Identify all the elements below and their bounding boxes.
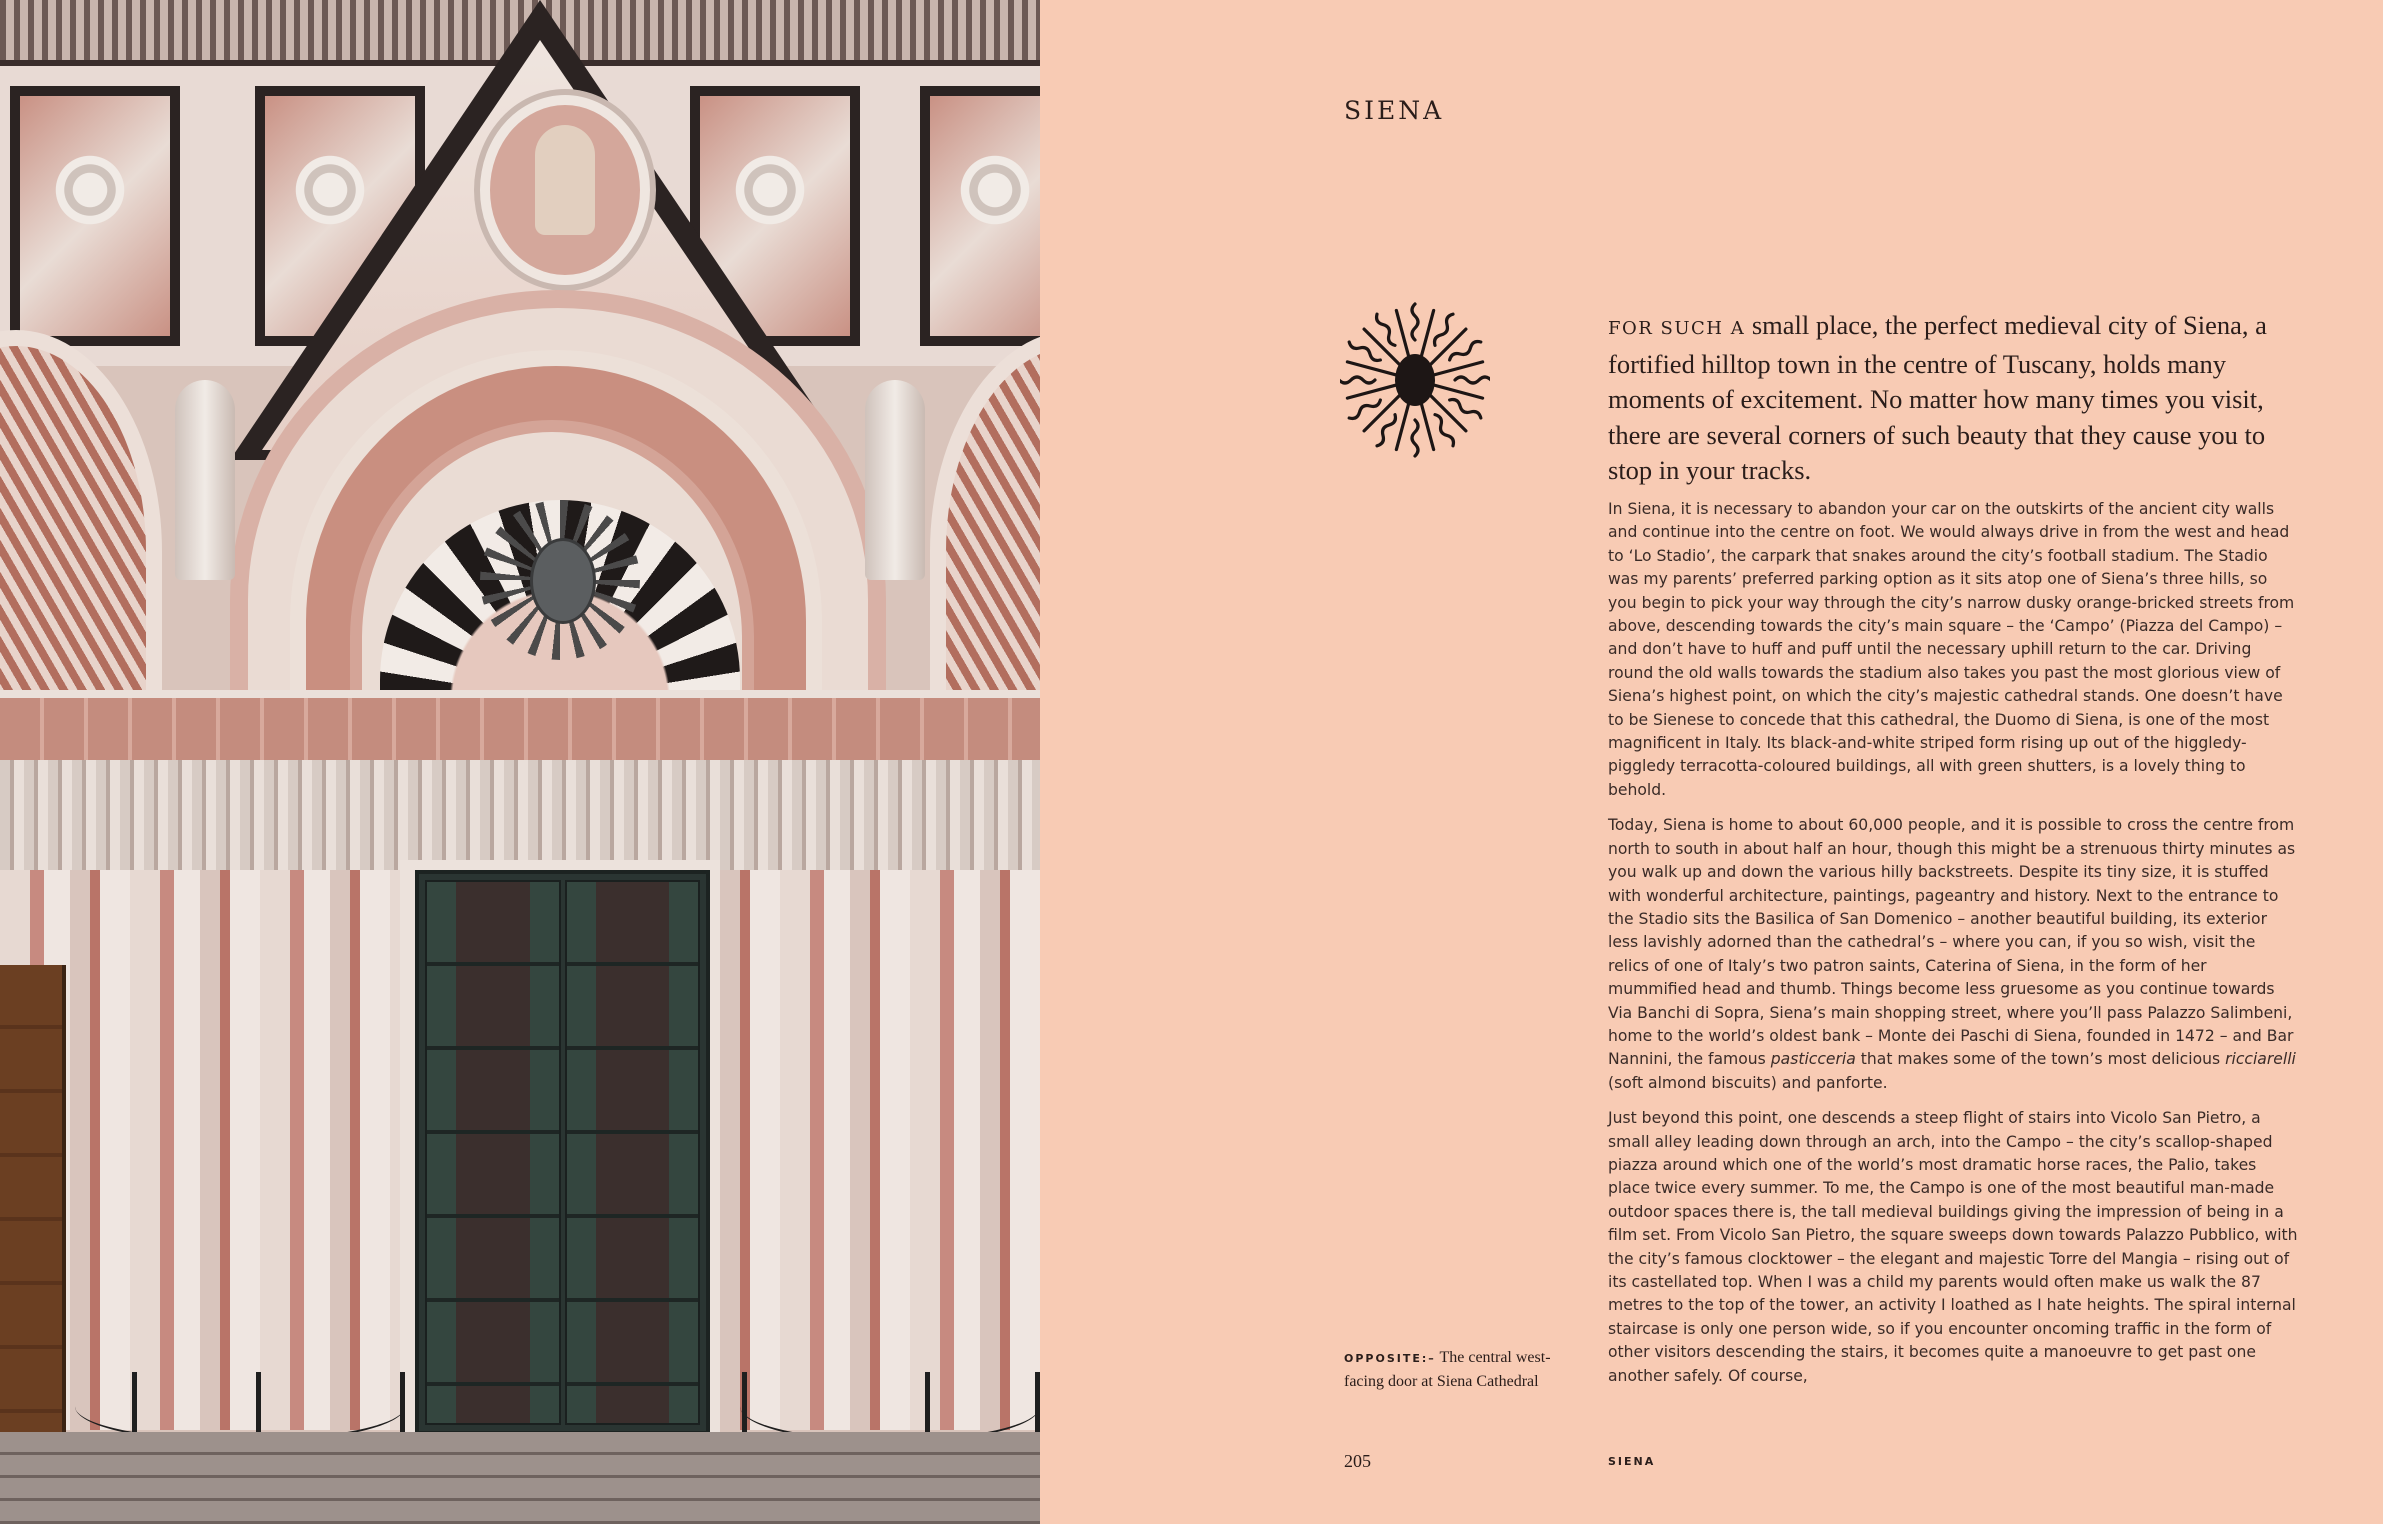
page-number: 205 (1344, 1451, 1371, 1471)
caption-label: OPPOSITE:– (1344, 1352, 1436, 1365)
photo-rosette (955, 150, 1035, 230)
photo-rosette (730, 150, 810, 230)
cathedral-photo (0, 0, 1040, 1524)
body-text-run: that makes some of the town’s most delicious (1855, 1050, 2226, 1069)
footer-section-title: SIENA (1608, 1455, 1656, 1468)
photo-capitals (0, 760, 1040, 870)
photo-rail-post (742, 1372, 747, 1434)
photo-rail-post (925, 1372, 930, 1434)
photo-rail-post (400, 1372, 405, 1434)
body-text-run: Today, Siena is home to about 60,000 people, and it is possible to cross the centre from north to south in about half an hour, though this might be a strenuous thirty minutes as you walk up and down the various hilly backstreets. Despite its tiny size, it is stuffed with wonderful architecture, paintings, pageantry and history. Next to the entrance to the Stadio sits the Basilica of San Domenico – another beautiful building, its exterior less lavishly adorned than the cathedral’s – where you can, if you so wish, visit the relics of one of Italy’s two patron saints, Caterina of Siena, in the form of her mummified head and thumb. Things become less gruesome as you continue towards Via Banchi di Sopra, Siena’s main shopping street, where you’ll pass Palazzo Salimbeni, home to the world’s oldest bank – Monte dei Paschi di Siena, founded in 1472 – and Bar Nannini, the famous (1608, 816, 2296, 1069)
lead-text: small place, the perfect medieval city of Siena, a fortified hilltop town in the centre of Tuscany, holds many moments of excitement. No matter how many times you visit, there are several corners of such beauty that they cause you to stop in your tracks. (1608, 310, 2267, 485)
photo-rail-post (256, 1372, 261, 1434)
body-paragraph: In Siena, it is necessary to abandon your car on the outskirts of the ancient city walls and continue into the centre on foot. We would always drive in from the west and head to ‘Lo Stadio’, the carpark that snakes around the city’s football stadium. The Stadio was my parents’ preferred parking option as it sits atop one of Siena’s three hills, so you begin to pick your way through the city’s narrow dusky orange-bricked streets from above, descending towards the city’s main square – the ‘Campo’ (Piazza del Campo) – and don’t have to huff and puff until the necessary uphill return to the car. Driving round the old walls towards the stadium also takes you past the most glorious view of Siena’s highest point, on which the city’s majestic cathedral stands. One doesn’t have to be Sienese to concede that this cathedral, the Duomo di Siena, is one of the most magnificent in Italy. Its black-and-white striped form rising up out of the higgledy-piggledy terracotta-coloured buildings, all with green shutters, is a lovely thing to behold. (1608, 500, 2295, 799)
photo-steps (0, 1432, 1040, 1524)
photo-statue (175, 380, 235, 580)
body-paragraph: Just beyond this point, one descends a steep flight of stairs into Vicolo San Pietro, a small alley leading down through an arch, into the Campo – the city’s scallop-shaped piazza around which one of the world’s most dramatic horse races, the Palio, takes place twice every summer. To me, the Campo is one of the most beautiful man-made outdoor spaces there is, the tall medieval buildings giving the impression of being in a film set. From Vicolo San Pietro, the square sweeps down towards Palazzo Pubblico, with the city’s famous clocktower – the elegant and majestic Torre del Mangia – rising out of its castellated top. When I was a child my parents would often make us walk the 87 metres to the top of the tower, an activity I loathed as I hate heights. The spiral internal staircase is only one person wide, so if you encounter oncoming traffic in the form of other visitors descending the stairs, it becomes quite a manoeuvre to get past one another safely. Of course, (1608, 1109, 2298, 1385)
lead-paragraph (1608, 308, 2308, 489)
body-italic-term: pasticceria (1770, 1050, 1856, 1069)
body-text-run: (soft almond biscuits) and panforte. (1608, 1073, 1888, 1092)
photo-side-door (0, 965, 66, 1435)
caption-text: The central west-facing door at Siena Cathedral (1344, 1349, 1551, 1390)
photo-bronze-door (415, 870, 710, 1435)
photo-caption (1344, 1346, 1564, 1393)
body-paragraph (1608, 814, 2298, 1095)
photo-door-leaf (565, 880, 701, 1425)
photo-rail-post (1035, 1372, 1040, 1434)
body-italic-term: ricciarelli (2225, 1050, 2296, 1069)
running-title: SIENA (1344, 96, 1445, 125)
photo-medallion-figure (480, 95, 650, 285)
photo-rosette (290, 150, 370, 230)
photo-sunburst-emblem (480, 500, 640, 660)
photo-rosette (50, 150, 130, 230)
photo-rail-post (132, 1372, 137, 1434)
photo-door-leaf (425, 880, 561, 1425)
photo-statue (865, 380, 925, 580)
body-text (1608, 498, 2298, 1400)
lead-smallcaps: FOR SUCH A (1608, 318, 1746, 339)
sun-icon (1340, 300, 1490, 460)
